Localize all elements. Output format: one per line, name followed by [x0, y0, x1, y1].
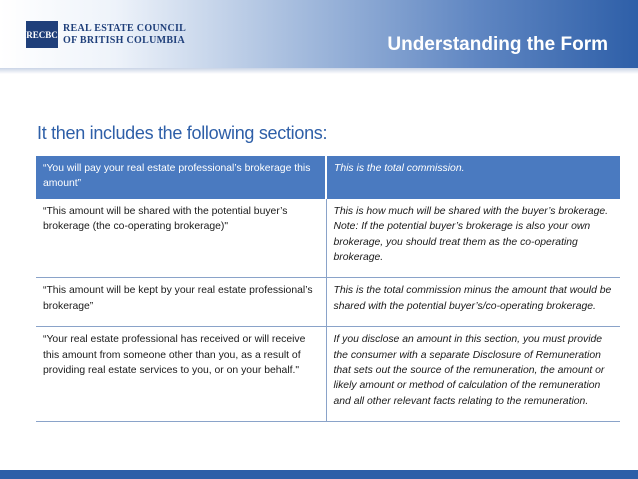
- section-quote: “This amount will be kept by your real estate professional’s brokerage”: [36, 278, 326, 327]
- table-row: [36, 327, 620, 422]
- section-heading: It then includes the following sections:: [37, 123, 328, 143]
- logo-mark: RECBC: [26, 21, 58, 48]
- section-quote: “Your real estate professional has received or will receive this amount from someone other than you, as a result of providing real estate services to you, or on your behalf.": [36, 327, 326, 422]
- section-meaning: This is how much will be shared with the buyer’s brokerage. Note: If the potential buyer’s brokerage is also your own brokerage, you should treat them as the co-operating brokerage.: [326, 199, 620, 278]
- logo-text: [63, 23, 186, 47]
- slide-header: [0, 0, 638, 68]
- section-quote: “You will pay your real estate professional’s brokerage this amount”: [36, 156, 326, 199]
- header-divider: [0, 68, 638, 74]
- org-line-1: REAL ESTATE COUNCIL: [63, 22, 187, 34]
- org-line-2: OF BRITISH COLUMBIA: [63, 34, 186, 46]
- sections-table: [36, 156, 620, 422]
- table-row: [36, 199, 620, 278]
- section-meaning: This is the total commission minus the amount that would be shared with the potential buyer’s/co-operating brokerage.: [326, 278, 620, 327]
- slide-title: Understanding the Form: [387, 34, 608, 55]
- footer-bar: [0, 470, 638, 479]
- section-meaning: If you disclose an amount in this section, you must provide the consumer with a separate Disclosure of Remuneration that sets out the source of the remuneration, the amount or likely amount or method of calculation of the remuneration and all other relevant facts relating to the remuneration.: [326, 327, 620, 422]
- recbc-logo: [26, 21, 186, 48]
- table-row: [36, 278, 620, 327]
- section-meaning: This is the total commission.: [326, 156, 620, 199]
- section-quote: “This amount will be shared with the potential buyer’s brokerage (the co-operating brokerage)": [36, 199, 326, 278]
- table-row: [36, 156, 620, 199]
